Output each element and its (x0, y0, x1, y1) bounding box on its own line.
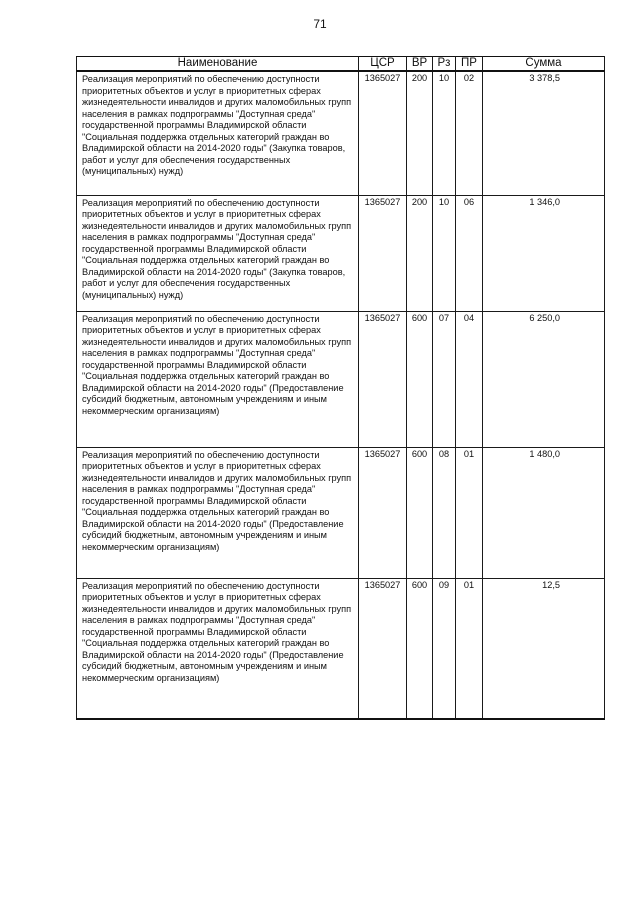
table-row (77, 447, 605, 578)
table-row (77, 578, 605, 719)
budget-table (76, 56, 605, 720)
row-csr: 1365027 (359, 447, 407, 578)
header-rz: Рз (433, 57, 456, 72)
header-pr: ПР (456, 57, 483, 72)
row-sum: 1 346,0 (483, 195, 605, 311)
row-name: Реализация мероприятий по обеспечению доступности приоритетных объектов и услуг в приоритетных сферах жизнедеятельности инвалидов и других маломобильных групп населения в рамках подпрограммы "Доступная среда" государственной программы Владимирской области "Социальная поддержка отдельных категорий граждан во Владимирской области на 2014-2020 годы" (Предоставление субсидий бюджетным, автономным учреждениям и иным некоммерческим организациям) (77, 578, 359, 719)
row-csr: 1365027 (359, 311, 407, 447)
header-csr: ЦСР (359, 57, 407, 72)
row-csr: 1365027 (359, 71, 407, 195)
row-pr: 01 (456, 447, 483, 578)
header-name: Наименование (77, 57, 359, 72)
row-pr: 04 (456, 311, 483, 447)
row-rz: 10 (433, 71, 456, 195)
page-number: 71 (313, 17, 327, 31)
row-vr: 600 (407, 447, 433, 578)
row-name: Реализация мероприятий по обеспечению доступности приоритетных объектов и услуг в приоритетных сферах жизнедеятельности инвалидов и других маломобильных групп населения в рамках подпрограммы "Доступная среда" государственной программы Владимирской области "Социальная поддержка отдельных категорий граждан во Владимирской области на 2014-2020 годы" (Предоставление субсидий бюджетным, автономным учреждениям и иным некоммерческим организациям) (77, 447, 359, 578)
row-rz: 10 (433, 195, 456, 311)
row-csr: 1365027 (359, 195, 407, 311)
header-vr: ВР (407, 57, 433, 72)
row-pr: 06 (456, 195, 483, 311)
table-header-row (77, 57, 605, 72)
header-sum: Сумма (483, 57, 605, 72)
table-row (77, 71, 605, 195)
row-sum: 6 250,0 (483, 311, 605, 447)
row-csr: 1365027 (359, 578, 407, 719)
row-name: Реализация мероприятий по обеспечению доступности приоритетных объектов и услуг в приоритетных сферах жизнедеятельности инвалидов и других маломобильных групп населения в рамках подпрограммы "Доступная среда" государственной программы Владимирской области "Социальная поддержка отдельных категорий граждан во Владимирской области на 2014-2020 годы" (Предоставление субсидий бюджетным, автономным учреждениям и иным некоммерческим организациям) (77, 311, 359, 447)
row-rz: 09 (433, 578, 456, 719)
row-vr: 600 (407, 578, 433, 719)
row-name: Реализация мероприятий по обеспечению доступности приоритетных объектов и услуг в приоритетных сферах жизнедеятельности инвалидов и других маломобильных групп населения в рамках подпрограммы "Доступная среда" государственной программы Владимирской области "Социальная поддержка отдельных категорий граждан во Владимирской области на 2014-2020 годы" (Закупка товаров, работ и услуг для обеспечения государственных (муниципальных) нужд) (77, 71, 359, 195)
row-sum: 1 480,0 (483, 447, 605, 578)
row-name: Реализация мероприятий по обеспечению доступности приоритетных объектов и услуг в приоритетных сферах жизнедеятельности инвалидов и других маломобильных групп населения в рамках подпрограммы "Доступная среда" государственной программы Владимирской области "Социальная поддержка отдельных категорий граждан во Владимирской области на 2014-2020 годы" (Закупка товаров, работ и услуг для обеспечения государственных (муниципальных) нужд) (77, 195, 359, 311)
table-row (77, 311, 605, 447)
row-vr: 200 (407, 71, 433, 195)
row-pr: 02 (456, 71, 483, 195)
row-sum: 3 378,5 (483, 71, 605, 195)
row-rz: 07 (433, 311, 456, 447)
row-sum: 12,5 (483, 578, 605, 719)
row-vr: 600 (407, 311, 433, 447)
row-pr: 01 (456, 578, 483, 719)
row-vr: 200 (407, 195, 433, 311)
row-rz: 08 (433, 447, 456, 578)
table-row (77, 195, 605, 311)
